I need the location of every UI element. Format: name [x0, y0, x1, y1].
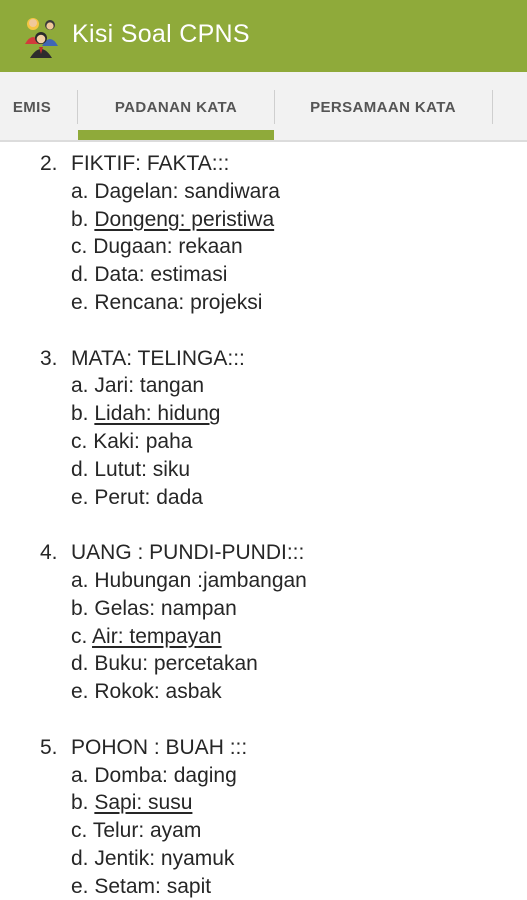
option-letter: d.	[71, 263, 89, 287]
question-number: 2.	[40, 152, 58, 175]
option-text: Hubungan :jambangan	[94, 568, 307, 592]
option-letter: a.	[71, 763, 89, 787]
option-text: Jari: tangan	[94, 374, 205, 398]
option-text: Dugaan: rekaan	[93, 235, 243, 259]
question-item	[0, 539, 527, 706]
answer-option	[0, 484, 527, 512]
question-item	[0, 150, 527, 317]
answer-option	[0, 650, 527, 678]
answer-option	[0, 678, 527, 706]
option-text: Kaki: paha	[93, 429, 193, 453]
answer-option	[0, 456, 527, 484]
option-text: Lutut: siku	[94, 457, 191, 481]
selected-tab-indicator	[78, 130, 274, 140]
question-number: 4.	[40, 541, 58, 565]
option-text: Jentik: nyamuk	[94, 846, 235, 870]
tab-divider	[492, 90, 493, 124]
answer-option	[0, 567, 527, 595]
answer-option	[0, 206, 527, 234]
question-header	[0, 150, 527, 178]
option-letter: d.	[71, 457, 89, 481]
option-text: Telur: ayam	[92, 819, 202, 843]
answer-option	[0, 178, 527, 206]
tab-padanan-kata[interactable]: PADANAN KATA	[114, 98, 238, 116]
answer-option	[0, 762, 527, 790]
question-prompt: UANG : PUNDI-PUNDI:::	[71, 541, 305, 565]
option-letter: a.	[71, 374, 89, 398]
option-letter: d.	[71, 846, 89, 870]
question-number: 3.	[40, 346, 58, 370]
answer-option	[0, 372, 527, 400]
option-letter: e.	[71, 290, 89, 314]
option-letter: e.	[71, 680, 89, 704]
question-prompt: FIKTIF: FAKTA:::	[71, 152, 230, 175]
option-text: Dagelan: sandiwara	[94, 179, 280, 203]
option-letter: c.	[71, 429, 88, 453]
option-letter: e.	[71, 874, 89, 898]
correct-answer-text: Sapi: susu	[94, 791, 193, 815]
answer-option	[0, 873, 527, 900]
correct-answer-text: Lidah: hidung	[94, 402, 221, 426]
option-letter: b.	[71, 402, 89, 426]
option-text: Perut: dada	[94, 485, 203, 509]
option-letter: d.	[71, 652, 89, 676]
question-number: 5.	[40, 735, 58, 759]
correct-answer-text: Air: tempayan	[92, 624, 222, 648]
option-text: Gelas: nampan	[94, 596, 237, 620]
question-prompt: POHON : BUAH :::	[71, 735, 248, 759]
option-letter: c.	[71, 624, 88, 648]
answer-option	[0, 623, 527, 651]
option-letter: c.	[71, 819, 88, 843]
answer-option	[0, 817, 527, 845]
question-list	[0, 150, 527, 900]
action-bar	[0, 0, 527, 72]
question-item	[0, 345, 527, 512]
option-text: Domba: daging	[94, 763, 237, 787]
question-header	[0, 734, 527, 762]
answer-option	[0, 428, 527, 456]
people-app-icon[interactable]	[22, 14, 62, 58]
question-header	[0, 345, 527, 373]
option-text: Buku: percetakan	[94, 652, 258, 676]
answer-option	[0, 289, 527, 317]
option-letter: e.	[71, 485, 89, 509]
question-header	[0, 539, 527, 567]
option-letter: b.	[71, 596, 89, 620]
option-text: Rencana: projeksi	[94, 290, 263, 314]
question-prompt: MATA: TELINGA:::	[71, 346, 245, 370]
option-letter: a.	[71, 179, 89, 203]
answer-option	[0, 595, 527, 623]
option-letter: b.	[71, 207, 89, 231]
option-letter: b.	[71, 791, 89, 815]
app-title: Kisi Soal CPNS	[72, 20, 250, 48]
option-letter: a.	[71, 568, 89, 592]
answer-option	[0, 261, 527, 289]
correct-answer-text: Dongeng: peristiwa	[94, 207, 275, 231]
option-letter: c.	[71, 235, 88, 259]
option-text: Setam: sapit	[94, 874, 212, 898]
option-text: Data: estimasi	[94, 263, 228, 287]
option-text: Rokok: asbak	[94, 680, 222, 704]
answer-option	[0, 400, 527, 428]
answer-option	[0, 845, 527, 873]
tab-persamaan-kata[interactable]: PERSAMAAN KATA	[310, 98, 456, 116]
answer-option	[0, 789, 527, 817]
tab-emis[interactable]: EMIS	[12, 98, 52, 116]
question-item	[0, 734, 527, 900]
answer-option	[0, 233, 527, 261]
